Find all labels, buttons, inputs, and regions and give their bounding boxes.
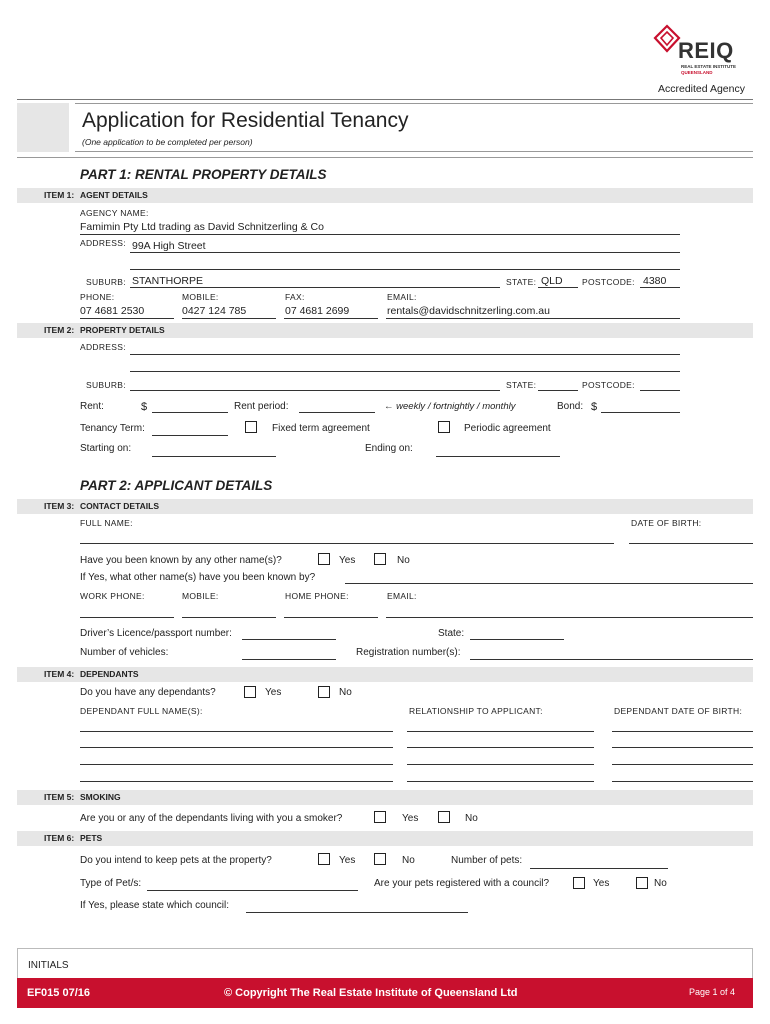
applicant-email-line[interactable] <box>386 617 753 618</box>
logo-subtitle-2: QUEENSLAND <box>681 70 713 75</box>
dependant-name-line[interactable] <box>80 747 393 748</box>
pets-registered-yes-label: Yes <box>593 878 610 889</box>
suburb-line <box>130 287 500 288</box>
item4-bar <box>17 667 753 682</box>
dependant-name-column: DEPENDANT FULL NAME(S): <box>80 706 203 716</box>
pet-type-label: Type of Pet/s: <box>80 878 142 889</box>
initials-box[interactable] <box>17 948 753 978</box>
pets-registered-yes-checkbox[interactable] <box>573 877 585 889</box>
item2-heading: PROPERTY DETAILS <box>80 325 165 335</box>
other-names-if-yes: If Yes, what other name(s) have you been known by? <box>80 572 316 583</box>
smoker-no-checkbox[interactable] <box>438 811 450 823</box>
licence-state-line[interactable] <box>470 639 564 640</box>
rent-label: Rent: <box>80 401 104 412</box>
initials-label: INITIALS <box>28 960 69 971</box>
starting-line[interactable] <box>152 456 276 457</box>
property-address-line-1[interactable] <box>130 354 680 355</box>
property-suburb-label: SUBURB: <box>86 380 126 390</box>
pet-type-line[interactable] <box>147 890 358 891</box>
form-code: EF015 07/16 <box>27 987 90 999</box>
applicant-mobile-label: MOBILE: <box>182 591 219 601</box>
mobile-line <box>182 318 276 319</box>
pets-registered-question: Are your pets registered with a council? <box>374 878 550 889</box>
rent-dollar: $ <box>141 401 148 413</box>
postcode-value[interactable]: 4380 <box>643 275 667 287</box>
vehicles-line[interactable] <box>242 659 336 660</box>
other-names-yes-checkbox[interactable] <box>318 553 330 565</box>
dependant-relationship-line[interactable] <box>407 747 594 748</box>
email-value[interactable]: rentals@davidschnitzerling.com.au <box>387 305 550 317</box>
pets-registered-no-label: No <box>654 878 667 889</box>
reiq-logo <box>652 24 752 80</box>
periodic-label: Periodic agreement <box>464 423 551 434</box>
item1-heading: AGENT DETAILS <box>80 190 148 200</box>
applicant-mobile-line[interactable] <box>182 617 276 618</box>
bond-label: Bond: <box>557 401 584 412</box>
fax-value[interactable]: 07 4681 2699 <box>285 305 350 317</box>
item1-bar <box>17 188 753 203</box>
title-grey-block <box>17 103 69 152</box>
num-pets-label: Number of pets: <box>451 855 523 866</box>
page-subtitle: (One application to be completed per person) <box>82 137 253 147</box>
property-postcode-line[interactable] <box>640 390 680 391</box>
home-phone-line[interactable] <box>284 617 378 618</box>
dependants-question: Do you have any dependants? <box>80 687 216 698</box>
suburb-value[interactable]: STANTHORPE <box>132 275 203 287</box>
rent-period-options: ← weekly / fortnightly / monthly <box>384 401 516 412</box>
dependant-dob-line[interactable] <box>612 781 753 782</box>
fixed-term-label: Fixed term agreement <box>272 423 370 434</box>
other-names-question: Have you been known by any other name(s)? <box>80 555 282 566</box>
copyright: © Copyright The Real Estate Institute of Queensland Ltd <box>224 987 518 999</box>
page-number: Page 1 of 4 <box>689 987 736 997</box>
licence-state-label: State: <box>438 628 465 639</box>
fax-line <box>284 318 378 319</box>
part1-title: PART 1: RENTAL PROPERTY DETAILS <box>80 167 327 182</box>
accredited-agency: Accredited Agency <box>658 83 745 95</box>
pets-question: Do you intend to keep pets at the property? <box>80 855 272 866</box>
pets-no-label: No <box>402 855 415 866</box>
dependant-relationship-column: RELATIONSHIP TO APPLICANT: <box>409 706 543 716</box>
fixed-term-checkbox[interactable] <box>245 421 257 433</box>
property-suburb-line[interactable] <box>130 390 500 391</box>
tenancy-term-label: Tenancy Term: <box>80 423 145 434</box>
licence-label: Driver’s Licence/passport number: <box>80 628 232 639</box>
address-line-1 <box>130 252 680 253</box>
applicant-email-label: EMAIL: <box>387 591 417 601</box>
item4-heading: DEPENDANTS <box>80 669 139 679</box>
header-rule <box>17 99 753 100</box>
suburb-label: SUBURB: <box>86 277 126 287</box>
footer-bar <box>17 978 753 1008</box>
other-names-no-checkbox[interactable] <box>374 553 386 565</box>
state-value[interactable]: QLD <box>541 275 563 287</box>
periodic-checkbox[interactable] <box>438 421 450 433</box>
pets-yes-label: Yes <box>339 855 356 866</box>
dependant-relationship-line[interactable] <box>407 781 594 782</box>
registration-label: Registration number(s): <box>356 647 461 658</box>
logo-subtitle-1: REAL ESTATE INSTITUTE <box>681 64 737 69</box>
item4-label: ITEM 4: <box>44 669 75 679</box>
pets-no-checkbox[interactable] <box>374 853 386 865</box>
title-rule-bottom <box>75 151 753 152</box>
smoker-no-label: No <box>465 813 478 824</box>
dependants-no-label: No <box>339 687 352 698</box>
agency-name-value[interactable]: Famimin Pty Ltd trading as David Schnitzerling & Co <box>80 221 324 233</box>
property-postcode-label: POSTCODE: <box>582 380 635 390</box>
item6-label: ITEM 6: <box>44 833 75 843</box>
property-state-line[interactable] <box>538 390 578 391</box>
rent-period-label: Rent period: <box>234 401 289 412</box>
item5-label: ITEM 5: <box>44 792 75 802</box>
property-state-label: STATE: <box>506 380 537 390</box>
property-address-line-2[interactable] <box>130 371 680 372</box>
item6-bar <box>17 831 753 846</box>
item5-heading: SMOKING <box>80 792 121 802</box>
postcode-line <box>640 287 680 288</box>
state-line <box>538 287 578 288</box>
dependant-dob-line[interactable] <box>612 747 753 748</box>
full-name-line[interactable] <box>80 543 614 544</box>
address-line-2 <box>130 269 680 270</box>
email-line <box>386 318 680 319</box>
item1-label: ITEM 1: <box>44 190 75 200</box>
council-line[interactable] <box>246 912 468 913</box>
dob-line[interactable] <box>629 543 753 544</box>
dependant-name-line[interactable] <box>80 764 393 765</box>
work-phone-label: WORK PHONE: <box>80 591 145 601</box>
address-value[interactable]: 99A High Street <box>132 240 206 252</box>
dependants-yes-label: Yes <box>265 687 282 698</box>
other-names-yes-label: Yes <box>339 555 356 566</box>
agency-name-label: AGENCY NAME: <box>80 208 149 218</box>
dependant-name-line[interactable] <box>80 781 393 782</box>
vehicles-label: Number of vehicles: <box>80 647 169 658</box>
dependant-dob-line[interactable] <box>612 731 753 732</box>
title-rule-full <box>17 157 753 158</box>
item2-bar <box>17 323 753 338</box>
rent-line[interactable] <box>152 412 228 413</box>
registration-line[interactable] <box>470 659 753 660</box>
email-label: EMAIL: <box>387 292 417 302</box>
dependant-relationship-line[interactable] <box>407 731 594 732</box>
smoker-question: Are you or any of the dependants living with you a smoker? <box>80 813 343 824</box>
property-address-label: ADDRESS: <box>80 342 126 352</box>
dependant-relationship-line[interactable] <box>407 764 594 765</box>
postcode-label: POSTCODE: <box>582 277 635 287</box>
title-rule-top <box>75 103 753 104</box>
phone-value[interactable]: 07 4681 2530 <box>80 305 145 317</box>
tenancy-term-line[interactable] <box>152 435 228 436</box>
bond-line[interactable] <box>601 412 680 413</box>
mobile-value[interactable]: 0427 124 785 <box>182 305 247 317</box>
work-phone-line[interactable] <box>80 617 174 618</box>
other-names-line[interactable] <box>345 583 753 584</box>
dob-label: DATE OF BIRTH: <box>631 518 702 528</box>
item5-bar <box>17 790 753 805</box>
agency-name-line <box>80 234 680 235</box>
item3-label: ITEM 3: <box>44 501 75 511</box>
full-name-label: FULL NAME: <box>80 518 133 528</box>
item3-bar <box>17 499 753 514</box>
item3-heading: CONTACT DETAILS <box>80 501 160 511</box>
dependants-yes-checkbox[interactable] <box>244 686 256 698</box>
dependant-dob-column: DEPENDANT DATE OF BIRTH: <box>614 706 743 716</box>
fax-label: FAX: <box>285 292 305 302</box>
address-label: ADDRESS: <box>80 238 126 248</box>
dependant-dob-line[interactable] <box>612 764 753 765</box>
home-phone-label: HOME PHONE: <box>285 591 349 601</box>
pets-registered-no-checkbox[interactable] <box>636 877 648 889</box>
dependant-name-line[interactable] <box>80 731 393 732</box>
logo-text: REIQ <box>678 38 734 63</box>
council-label: If Yes, please state which council: <box>80 900 229 911</box>
part2-title: PART 2: APPLICANT DETAILS <box>80 478 273 493</box>
ending-line[interactable] <box>436 456 560 457</box>
dependants-no-checkbox[interactable] <box>318 686 330 698</box>
licence-line[interactable] <box>242 639 336 640</box>
smoker-yes-checkbox[interactable] <box>374 811 386 823</box>
phone-line <box>80 318 174 319</box>
smoker-yes-label: Yes <box>402 813 419 824</box>
item2-label: ITEM 2: <box>44 325 75 335</box>
page-title: Application for Residential Tenancy <box>82 109 409 132</box>
pets-yes-checkbox[interactable] <box>318 853 330 865</box>
num-pets-line[interactable] <box>530 868 668 869</box>
rent-period-line[interactable] <box>299 412 375 413</box>
starting-label: Starting on: <box>80 443 132 454</box>
mobile-label: MOBILE: <box>182 292 219 302</box>
state-label: STATE: <box>506 277 537 287</box>
bond-dollar: $ <box>591 401 598 413</box>
other-names-no-label: No <box>397 555 410 566</box>
phone-label: PHONE: <box>80 292 115 302</box>
ending-label: Ending on: <box>365 443 413 454</box>
item6-heading: PETS <box>80 833 103 843</box>
